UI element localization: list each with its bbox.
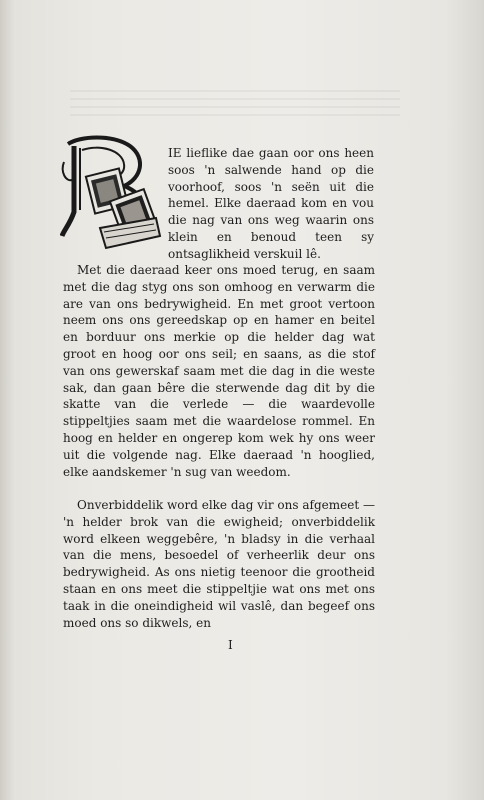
drop-cap-illustration-icon — [60, 132, 164, 250]
third-paragraph-block — [63, 497, 375, 631]
page-number: I — [228, 638, 233, 652]
show-through-text — [70, 90, 400, 120]
second-paragraph-block — [63, 262, 375, 480]
decorative-drop-cap — [60, 132, 164, 250]
second-paragraph: Met die daeraad keer ons moed terug, en saam met die dag styg ons son omhoog en verwarm die are van ons bedrywigheid. En met groot vertoon neem ons ons gereedskap op en hamer en beitel en borduur ons merkie op die helder dag wat groot en hoog oor ons seil; en saans, as die stof van ons gewerskaf saam met die dag in die weste sak, dan gaan bêre die sterwende dag dit by die skatte van die verlede — die waardevolle stippeltjies saam met die waardelose rommel. En hoog en helder en ongerep kom wek hy ons weer uit die volgende nag. Elke daeraad 'n hooglied, elke aandskemer 'n sug van weedom. — [63, 263, 375, 479]
third-paragraph: Onverbiddelik word elke dag vir ons afgemeet — 'n helder brok van die ewigheid; onverbiddelik word elkeen weggebêre, 'n bladsy in die verhaal van die mens, besoedel of verheerlik deur ons bedrywigheid. As ons nietig teenoor die grootheid staan en ons meet die stippeltjie wat ons met ons taak in die oneindigheid wil vaslê, dan begeef ons moed ons so dikwels, en — [63, 498, 375, 630]
first-paragraph: IE lieflike dae gaan oor ons heen soos 'n salwende hand op die voorhoof, soos 'n seën uit die hemel. Elke daeraad kom en vou die nag van ons weg waarin ons klein en benoud teen sy ontsaglikheid verskuil lê. — [168, 146, 374, 261]
